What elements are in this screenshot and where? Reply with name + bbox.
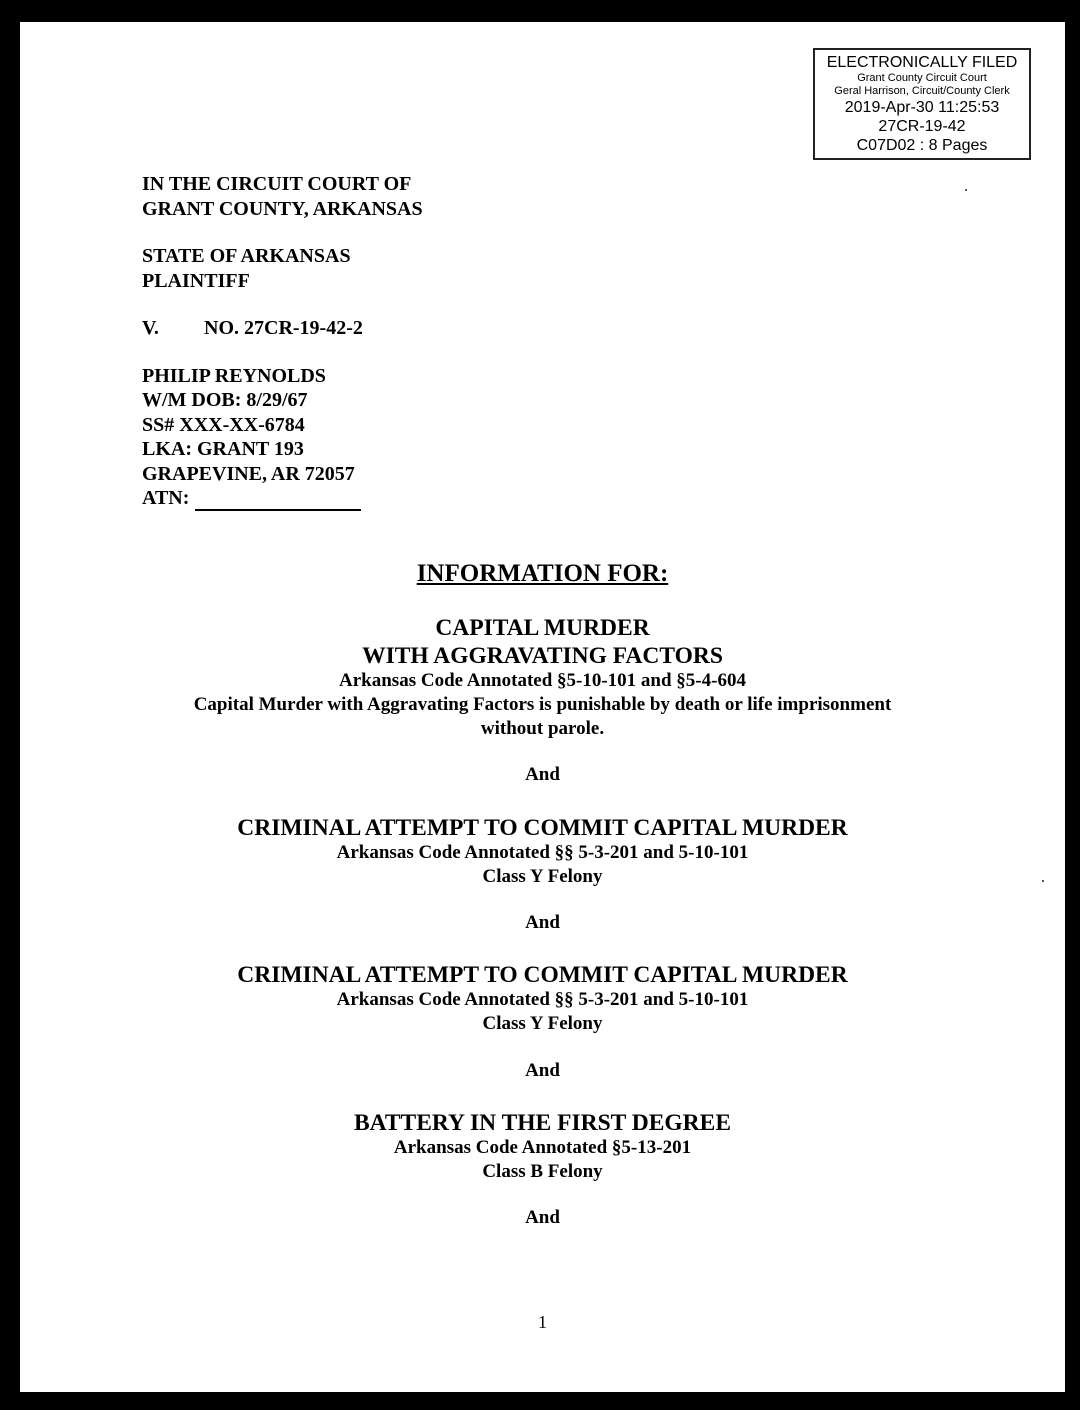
atn-blank-line — [195, 491, 361, 511]
stamp-title: ELECTRONICALLY FILED — [826, 54, 1018, 71]
court-line-1: IN THE CIRCUIT COURT OF — [142, 173, 412, 195]
case-caption — [142, 172, 423, 511]
charge-1-line-1: CAPITAL MURDER — [435, 615, 650, 641]
versus-label: V. — [142, 317, 159, 339]
charge-1-penalty-line-2: without parole. — [480, 718, 605, 739]
defendant-ssn: SS# XXX-XX-6784 — [142, 413, 305, 436]
versus-row — [142, 316, 423, 341]
defendant-lka: LKA: GRANT 193 — [142, 438, 304, 460]
stamp-pages: C07D02 : 8 Pages — [856, 137, 988, 154]
defendant-name: PHILIP REYNOLDS — [142, 364, 326, 387]
scan-speck — [1042, 880, 1044, 882]
charge-4-name: BATTERY IN THE FIRST DEGREE — [353, 1110, 732, 1136]
document-page — [20, 22, 1065, 1392]
charge-2-code: Arkansas Code Annotated §§ 5-3-201 and 5-10-101 — [336, 842, 749, 863]
conjunction-3: And — [525, 1060, 560, 1081]
page-number: 1 — [538, 1312, 547, 1332]
plaintiff-name: STATE OF ARKANSAS — [142, 245, 351, 267]
stamp-case: 27CR-19-42 — [878, 118, 966, 135]
case-number: NO. 27CR-19-42-2 — [204, 317, 363, 339]
charge-2-name: CRIMINAL ATTEMPT TO COMMIT CAPITAL MURDER — [237, 815, 848, 841]
charge-4-code: Arkansas Code Annotated §5-13-201 — [393, 1137, 692, 1158]
scan-speck — [965, 189, 967, 191]
charge-4-class: Class B Felony — [482, 1161, 603, 1182]
plaintiff-label: PLAINTIFF — [142, 269, 250, 292]
charge-2-class: Class Y Felony — [482, 866, 603, 887]
conjunction-1: And — [525, 764, 560, 785]
charge-3-code: Arkansas Code Annotated §§ 5-3-201 and 5-10-101 — [336, 989, 749, 1010]
conjunction-2: And — [525, 912, 560, 933]
defendant-dob: W/M DOB: 8/29/67 — [142, 389, 308, 411]
charge-3-class: Class Y Felony — [482, 1013, 603, 1034]
information-heading: INFORMATION FOR: — [416, 560, 669, 587]
charge-1-code: Arkansas Code Annotated §5-10-101 and §5-4-604 — [339, 670, 746, 691]
charge-1-line-2: WITH AGGRAVATING FACTORS — [362, 643, 723, 669]
stamp-datetime: 2019-Apr-30 11:25:53 — [844, 99, 1000, 116]
stamp-clerk: Geral Harrison, Circuit/County Clerk — [834, 85, 1010, 97]
defendant-city: GRAPEVINE, AR 72057 — [142, 462, 355, 485]
stamp-court: Grant County Circuit Court — [857, 72, 987, 84]
charge-3-name: CRIMINAL ATTEMPT TO COMMIT CAPITAL MURDER — [237, 962, 848, 988]
atn-label: ATN: — [142, 487, 190, 509]
electronic-filing-stamp — [813, 48, 1031, 160]
court-line-2: GRANT COUNTY, ARKANSAS — [142, 197, 423, 220]
charge-1-penalty-line-1: Capital Murder with Aggravating Factors is punishable by death or life imprisonment — [193, 694, 892, 715]
atn-row — [142, 486, 423, 511]
conjunction-4: And — [525, 1207, 560, 1228]
